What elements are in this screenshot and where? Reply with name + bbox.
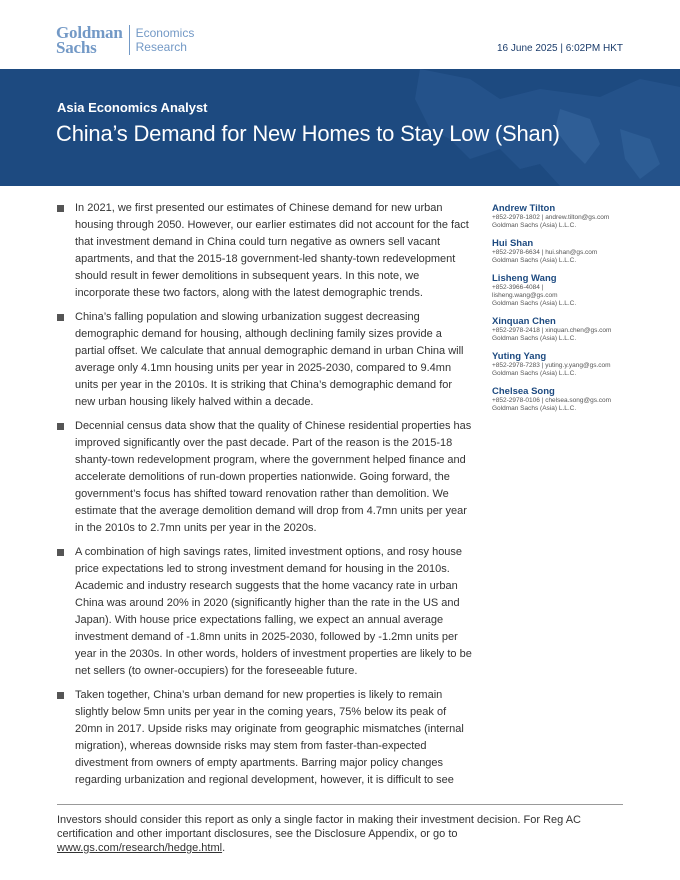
- author-entry: [492, 316, 632, 343]
- author-entry: [492, 273, 632, 308]
- bullet-point: Taken together, China’s urban demand for new properties is likely to remain slightly below 5mn units per year in the coming years, 75% below its peak of 20mn in 2017. Upside risks may originate from geographic mismatches (internal migration), whereas downside risks may stem from faster-than-expected divestment from owners of empty apartments. Barring major policy changes regarding urbanization and regional development, however, it is difficult to see: [57, 687, 473, 789]
- author-contact[interactable]: +852-2978-2418 | xinquan.chen@gs.com: [492, 327, 612, 334]
- bullet-square-icon: [57, 314, 64, 321]
- bullet-point: In 2021, we first presented our estimates of Chinese demand for new urban housing through 2050. However, our earlier estimates did not account for the fact that investment demand in China could turn negative as owners sell vacant apartments, and that the 2015-18 government-led shanty-town redevelopment should result in fewer demolitions in subsequent years. In this note, we incorporate these two factors, along with the latest demographic trends.: [57, 200, 473, 302]
- report-header: [0, 0, 680, 69]
- footer-divider: [57, 804, 623, 805]
- author-entity: Goldman Sachs (Asia) L.L.C.: [492, 335, 577, 342]
- author-contact[interactable]: +852-3966-4084 |: [492, 284, 544, 291]
- author-name: Andrew Tilton: [492, 203, 556, 214]
- author-name: Hui Shan: [492, 238, 534, 249]
- title-banner: [0, 69, 680, 186]
- report-date: 16 June 2025 | 6:02PM HKT: [496, 43, 623, 54]
- bullet-point: Decennial census data show that the quality of Chinese residential properties has improved significantly over the past decade. Part of the reason is the 2015-18 shanty-town redevelopment program, where the government helped finance and accelerate demolitions of run-down properties nationwide. Going forward, the government’s focus has shifted toward renovation rather than demolition. We estimate that the average demolition demand will drop from 4.7mn units per year in the 2010s to 2.7mn units per year in the 2020s.: [57, 418, 473, 537]
- goldman-sachs-logo: [56, 25, 194, 55]
- bullet-point: A combination of high savings rates, limited investment options, and rosy house price expectations led to strong investment demand for housing in the 2010s. Academic and industry research suggests that the home vacancy rate in urban China was around 20% in 2020 (significantly higher than the rate in the US and Japan). With house price expectations falling, we expect an annual average investment demand of -1.8mn units in 2025-2030, followed by -1.2mn units per year in the 2030s. In other words, holders of investment properties are likely to be net sellers (to owner-occupiers) for the foreseeable future.: [57, 544, 473, 680]
- logo-wordmark: Goldman Sachs: [56, 23, 123, 57]
- author-name: Lisheng Wang: [492, 273, 557, 284]
- disclosure-link[interactable]: www.gs.com/research/hedge.html: [57, 842, 223, 854]
- bullet-square-icon: [57, 549, 64, 556]
- author-entity: Goldman Sachs (Asia) L.L.C.: [492, 300, 577, 307]
- author-contact[interactable]: +852-2978-1802 | andrew.tilton@gs.com: [492, 214, 610, 221]
- author-name: Xinquan Chen: [492, 316, 556, 327]
- author-contact[interactable]: +852-2978-0106 | chelsea.song@gs.com: [492, 397, 612, 404]
- bullet-square-icon: [57, 692, 64, 699]
- author-email[interactable]: lisheng.wang@gs.com: [492, 292, 558, 299]
- author-entity: Goldman Sachs (Asia) L.L.C.: [492, 370, 577, 377]
- author-entity: Goldman Sachs (Asia) L.L.C.: [492, 222, 577, 229]
- bullet-point: China’s falling population and slowing urbanization suggest decreasing demographic demand for housing, although declining family sizes provide a partial offset. We calculate that annual demographic demand in urban China will average only 4.1mn housing units per year in 2025-2030, compared to 9.4mn units per year in the 2010s. It is striking that China’s demographic demand for new urban housing likely halved within a decade.: [57, 309, 473, 411]
- author-entry: [492, 238, 632, 265]
- author-entry: [492, 203, 632, 230]
- logo-divider: [129, 25, 130, 55]
- author-contact[interactable]: +852-2978-6634 | hui.shan@gs.com: [492, 249, 598, 256]
- author-contact[interactable]: +852-2978-7283 | yuting.y.yang@gs.com: [492, 362, 611, 369]
- author-entry: [492, 386, 632, 413]
- division-label: Economics Research: [135, 26, 195, 54]
- bullet-square-icon: [57, 205, 64, 212]
- author-name: Yuting Yang: [492, 351, 547, 362]
- report-title: China’s Demand for New Homes to Stay Low (Shan): [56, 121, 560, 146]
- key-points-list: [57, 200, 473, 796]
- author-list: [492, 203, 632, 421]
- author-entry: [492, 351, 632, 378]
- author-entity: Goldman Sachs (Asia) L.L.C.: [492, 257, 577, 264]
- report-series: Asia Economics Analyst: [57, 100, 208, 115]
- bullet-square-icon: [57, 423, 64, 430]
- author-entity: Goldman Sachs (Asia) L.L.C.: [492, 405, 577, 412]
- author-name: Chelsea Song: [492, 386, 555, 397]
- disclosure-footer: Investors should consider this report as only a single factor in making their investment decision. For Reg AC certification and other important disclosures, see the Disclosure Appendix, or go to www.gs.com/research/hedge.html.: [57, 814, 581, 854]
